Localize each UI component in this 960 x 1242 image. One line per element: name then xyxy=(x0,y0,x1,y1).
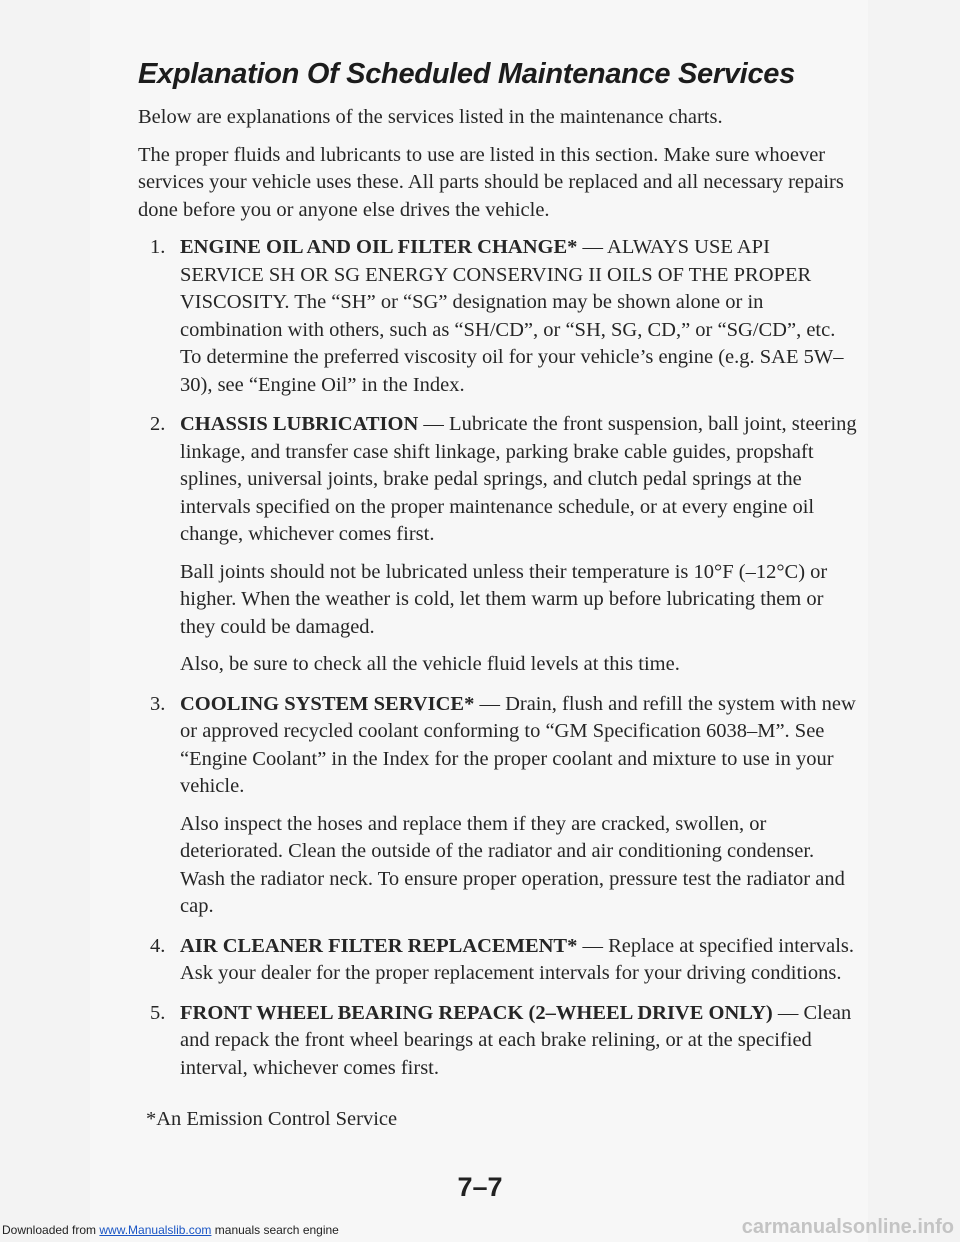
watermark-prefix: Downloaded from xyxy=(2,1223,100,1237)
item-heading: FRONT WHEEL BEARING REPACK (2–WHEEL DRIVE ONLY) xyxy=(180,1001,773,1024)
item-text: — ALWAYS USE API SERVICE SH OR SG ENERGY CONSERVING II OILS OF THE PROPER VISCOSITY. The “SH” or “SG” designation may be shown alone or in combination with others, such as “SH/CD”, or “SH, SG, CD,” or “SG/CD”, etc. To determine the preferred viscosity oil for your vehicle’s engine (e.g. SAE 5W–30), see “Engine Oil” in the Index. xyxy=(180,236,844,396)
item-number: 4. xyxy=(150,934,166,957)
item-number: 1. xyxy=(150,236,166,258)
service-item-engine-oil xyxy=(138,234,858,399)
service-item-chassis-lubrication xyxy=(138,411,858,679)
item-text: — Drain, flush and refill the system with new or approved recycled coolant conforming to “GM Specification 6038–M”. See “Engine Coolant” in the Index for the proper coolant and mixture to use in your vehicle. xyxy=(180,692,856,797)
item-note-fluid-levels: Also, be sure to check all the vehicle fluid levels at this time. xyxy=(180,653,680,675)
item-heading: COOLING SYSTEM SERVICE* xyxy=(180,692,475,715)
item-heading: AIR CLEANER FILTER REPLACEMENT* xyxy=(180,934,578,957)
item-text: — Lubricate the front suspension, ball joint, steering linkage, and transfer case shift linkage, parking brake cable guides, propshaft splines, universal joints, brake pedal springs, and clutch pedal springs at the intervals specified on the proper maintenance schedule, or at every engine oil change, whichever comes first. xyxy=(180,413,857,545)
service-item-cooling-system xyxy=(138,691,858,921)
service-item-wheel-bearing xyxy=(138,1000,858,1083)
service-item-air-cleaner xyxy=(138,933,858,988)
intro-paragraph-2: The proper fluids and lubricants to use are listed in this section. Make sure whoever services your vehicle uses these. All parts should be replaced and all necessary repairs done before you or anyone else drives the vehicle. xyxy=(138,143,844,221)
page-number: 7–7 xyxy=(457,1172,503,1202)
download-watermark xyxy=(2,1223,339,1237)
watermark-suffix: manuals search engine xyxy=(211,1223,339,1237)
page-title: Explanation Of Scheduled Maintenance Services xyxy=(138,58,795,90)
item-number: 3. xyxy=(150,692,166,715)
item-heading: CHASSIS LUBRICATION xyxy=(180,413,419,435)
item-text: — Replace at specified intervals. Ask your dealer for the proper replacement intervals for your driving conditions. xyxy=(180,934,854,984)
item-number: 2. xyxy=(150,413,166,435)
item-heading: ENGINE OIL AND OIL FILTER CHANGE* xyxy=(180,236,578,258)
item-note-ball-joints: Ball joints should not be lubricated unless their temperature is 10°F (–12°C) or higher. When the weather is cold, let them warm up before lubricating them or they could be damaged. xyxy=(180,560,828,638)
intro-paragraph-1: Below are explanations of the services listed in the maintenance charts. xyxy=(138,106,723,128)
item-text: — Clean and repack the front wheel bearings at each brake relining, or at the specified interval, whichever comes first. xyxy=(180,1001,852,1079)
page-content xyxy=(138,104,858,1094)
item-note-hoses: Also inspect the hoses and replace them if they are cracked, swollen, or deteriorated. Clean the outside of the radiator and air conditioning condenser. Wash the radiator neck. To ensure proper operation, pressure test the radiator and cap. xyxy=(180,812,845,917)
site-watermark: carmanualsonline.info xyxy=(741,1216,954,1238)
footnote: *An Emission Control Service xyxy=(146,1108,398,1130)
manualslib-link[interactable]: www.Manualslib.com xyxy=(99,1223,212,1237)
item-number: 5. xyxy=(150,1001,166,1024)
